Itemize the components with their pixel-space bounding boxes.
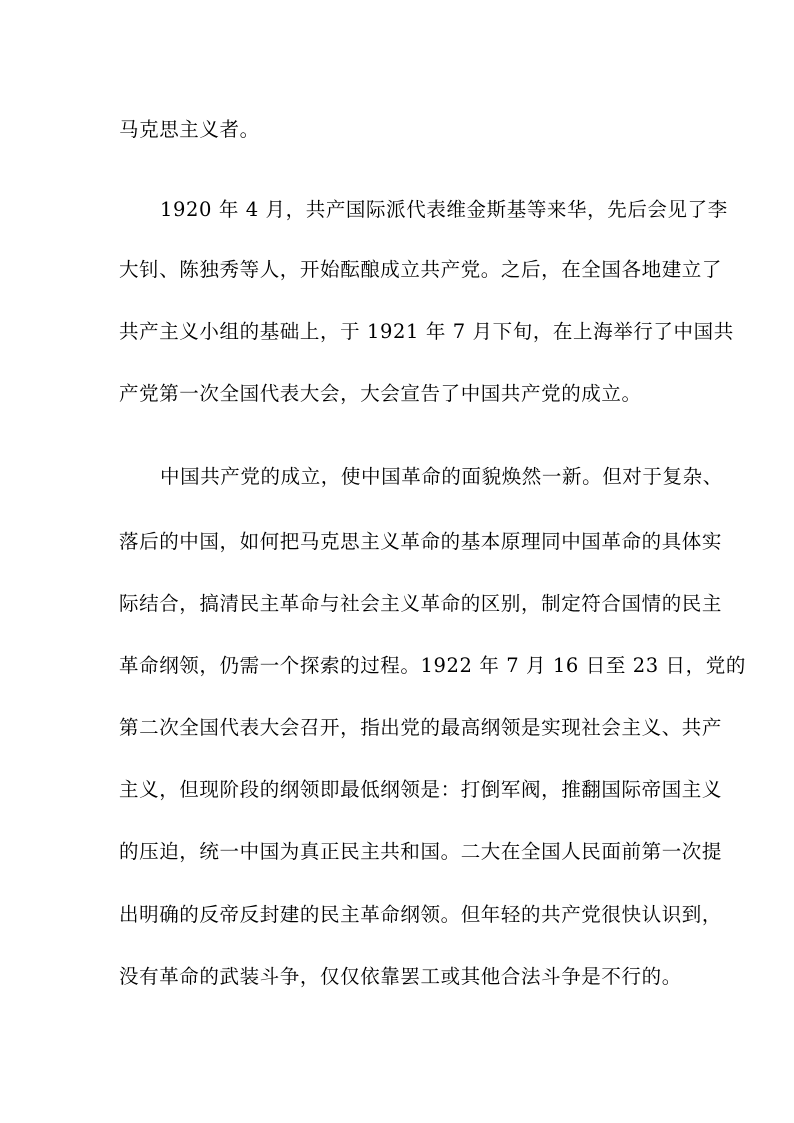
paragraph-line: 大钊、陈独秀等人，开始酝酿成立共产党。之后，在全国各地建立了 [119,258,723,281]
paragraph-line: 1920 年 4 月，共产国际派代表维金斯基等来华，先后会见了李 [160,198,728,221]
paragraph-line: 第二次全国代表大会召开，指出党的最高纲领是实现社会主义、共产 [119,716,723,739]
paragraph-line: 共产主义小组的基础上，于 1921 年 7 月下旬，在上海举行了中国共 [119,320,734,343]
paragraph-line: 中国共产党的成立，使中国革命的面貌焕然一新。但对于复杂、 [160,465,723,488]
paragraph-line: 落后的中国，如何把马克思主义革命的基本原理同中国革命的具体实 [119,530,723,553]
paragraph-line: 际结合，搞清民主革命与社会主义革命的区别，制定符合国情的民主 [119,592,723,615]
paragraph-line: 的压迫，统一中国为真正民主共和国。二大在全国人民面前第一次提 [119,840,723,863]
paragraph-line: 革命纲领，仍需一个探索的过程。1922 年 7 月 16 日至 23 日，党的 [119,654,746,677]
paragraph-line: 出明确的反帝反封建的民主革命纲领。但年轻的共产党很快认识到， [119,903,723,926]
paragraph-line: 产党第一次全国代表大会，大会宣告了中国共产党的成立。 [119,382,642,405]
paragraph-line: 马克思主义者。 [119,118,260,141]
paragraph-line: 没有革命的武装斗争，仅仅依靠罢工或其他合法斗争是不行的。 [119,965,682,988]
paragraph-line: 主义，但现阶段的纲领即最低纲领是：打倒军阀，推翻国际帝国主义 [119,778,723,801]
